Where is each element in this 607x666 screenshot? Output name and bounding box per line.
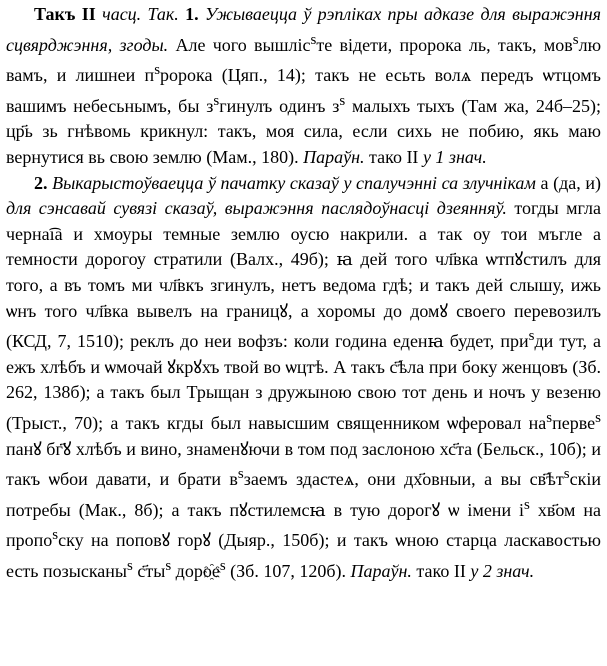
cross-reference-sense: у 1 знач. (422, 146, 487, 167)
sense-definition: Ужываецца ў рэпліках пры адказе для выражэння сцвярджэння, згоды. (6, 4, 602, 55)
entry-sense-2: 2. Выкарыстоўваецца ў пачатку сказаў у спалучэнні са злучнікам а (да, и) для сэнсавай сувязі сказаў, выражэння паслядоўнасці дзеянняў. тогды мгла черна͡ıа и хмоуры темные землю оусю накрили. а так оу тои мъгле а темности дорогоу стратили (Валх., 49б); ꙗ дей того чл҃вка ѡтпꙋстилъ для того, а въ томъ ми чл҃вкъ згинулъ, нетъ ведома гдѣ; и такъ дей слышу, ижь ѡнъ того чл҃вка вывелъ на границꙋ, а хоромы до домꙋ своего перевозилъ (КСД, 7, 1510); реклъ до неи вофзъ: коли година еденꙗ будет, при$^s$ди тут, а ежъ хлѣбъ и ѡмочай ꙋкрꙋхъ твой во ѡцтѣ. А такъ с҃ѣла при боку женцовъ (Зб. 262, 138б); а такъ был Трыщан з дружыною свою тот день и ночъ у везеню (Трыст., 70); а такъ кгды был навысшим священником ѡферовал $на^sперве^s$ панꙋ бг҃ꙋ хлѣбъ и вино, знаменꙋючи в том под заслоною хс҃та (Бельск., 10б); и такъ ѡбои давати, и брати $в^sзаемъ$ здастеѧ, они дх҃овныи, а вы $св҃ѣт^sскіи$ потребы (Мак., 8б); а такъ пꙋстилемсꙗ в тую дорогꙋ ѡ імени $і^s$ хв҃ом на пропо$^s$ску на поповꙋ горꙋ (Дыяр., 150б); и такъ ѡною старца ласкавостью есть позысканы$^s$ $с҃ты^s$ $доро҈е^s$ (Зб. 107, 120б). Параўн. тако II у 2 знач. (6, 172, 602, 581)
citation-text: панꙋ бг҃ꙋ хлѣбъ и вино, знаменꙋючи в том под заслоною хс҃та (Бельск., 10б); и такъ ѡбои давати, и брати в (6, 438, 601, 490)
cross-reference: тако II (369, 146, 419, 167)
citation-text: перве (552, 412, 596, 433)
conjunction-list: а (да, и) (540, 172, 601, 193)
entry-headword: Такъ II (34, 4, 96, 24)
citation-text: те відети, пророка ль, такъ, мов (316, 34, 573, 55)
citation-text: тогды мгла черна͡ıа и хмоуры темные землю оусю накрили. а так оу тои мъгле а темности дорогоу стратили (Валх., 49б); ꙗ дей того чл҃вка ѡтпꙋстилъ для того, а въ томъ ми чл҃вкъ згинулъ, нетъ ведома гдѣ; и такъ дей слышу, ижь ѡнъ того чл҃вка вывелъ на границꙋ, а хоромы до домꙋ своего перевозилъ (КСД, 7, 1510); реклъ до неи вофзъ: коли година еденꙗ будет, при (6, 198, 602, 352)
grammar-label: часц. Так. (102, 4, 179, 24)
citation-text: хв҃ом на пропо (6, 499, 601, 551)
citation-text: скіи потребы (Мак., 8б); а такъ пꙋстилемсꙗ в тую дорогꙋ ѡ імени і (6, 469, 601, 520)
sense-number: 2. (34, 172, 48, 193)
citation-text: ди тут, а ежъ хлѣбъ и ѡмочай ꙋкрꙋхъ твой во ѡцтѣ. А такъ с҃ѣла при боку женцовъ (Зб. 262, 138б); а такъ был Трыщан з дружыною свою тот день и ночъ у везеню (Тр (6, 331, 601, 433)
compare-label: Параўн. (350, 560, 412, 581)
citation-text: ыст., 70); а такъ кгды был навысшим священником ѡферовал на (31, 412, 547, 433)
citation-text: ророка (Цяп., 14); такъ не есьть волѧ передъ ѡтцомъ вашимъ небесьнымъ, бы з (6, 65, 601, 116)
sense-definition-cont: для сэнсавай сувязі сказаў, выражэння паслядоўнасці дзеянняў. (6, 198, 507, 219)
sense-number: 1. (185, 4, 199, 24)
citation-text: с҃ты (137, 560, 166, 581)
citation-text: малыхъ тыхъ (Там жа, 24б–25); цр҃ь зь гнѣвомь крикнул: такъ, моя сила, если сихь не побию, якь маю вернутися вь свою землю (Мам., 180). (6, 95, 601, 167)
compare-label: Параўн. (303, 146, 365, 167)
citation-text: гинулъ одинъ з (219, 95, 340, 116)
citation-source: (Зб. 107, 120б). (230, 560, 346, 581)
citation-text: лю вамъ, и лишнеи п (6, 34, 602, 86)
citation-text: заемъ здастеѧ, они дх҃овныи, а вы св҃ѣт (243, 469, 564, 490)
sense-definition: Выкарыстоўваецца ў пачатку сказаў у спалучэнні са злучнікам (52, 172, 536, 193)
cross-reference: тако II (416, 560, 466, 581)
citation-text: ску на поповꙋ горꙋ (Дыяр., 150б); и такъ ѡною старца ласкавостью есть позысканы (6, 530, 601, 581)
entry-sense-1: Такъ II часц. Так. 1. Ужываецца ў рэпліках пры адказе для выражэння сцвярджэння, згоды. Але чого вышліс$^s$те відети, пророка ль, такъ, мов$^s$лю вамъ, и лишнеи $п^sророка$ (Цяп., 14); такъ не есьть волѧ передъ ѡтцомъ вашимъ небесьнымъ, бы $з^sгинулъ$ одинъ $з^s$ малыхъ тыхъ (Там жа, 24б–25); цр҃ь зь гнѣвомь крикнул: такъ, моя сила, если сихь не побию, якь маю вернутися вь свою землю (Мам., 180). Параўн. тако II у 1 знач. (6, 4, 602, 167)
citation-text: Але чого вышліс (175, 34, 311, 55)
citation-text: доро҈е (175, 560, 220, 581)
cross-reference-sense: у 2 знач. (470, 560, 535, 581)
